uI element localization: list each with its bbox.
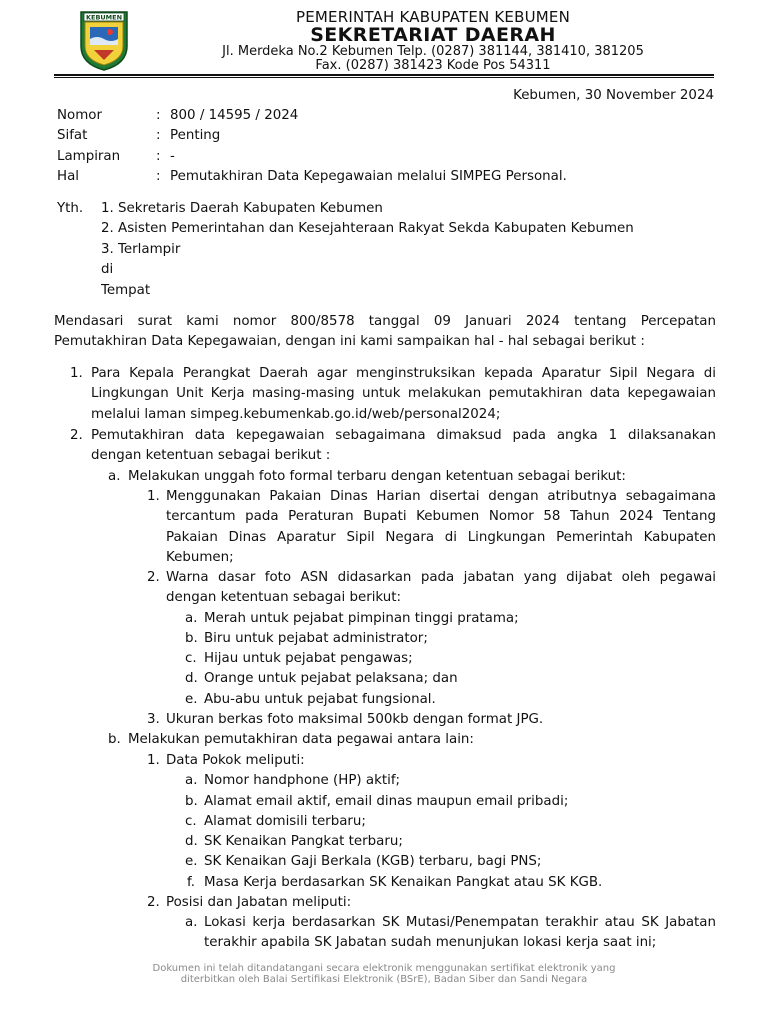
footer-line: Dokumen ini telah ditandatangani secara elektronik menggunakan sertifikat elektronik yang	[152, 963, 616, 974]
addressee-label: Yth.	[57, 201, 84, 216]
color-item-letter: a.	[185, 611, 198, 626]
data-item-letter: f.	[187, 875, 195, 890]
item-a1-line: Kebumen;	[166, 550, 234, 566]
kop-government-name: PEMERINTAH KABUPATEN KEBUMEN	[295, 8, 571, 26]
letter-date: Kebumen, 30 November 2024	[513, 88, 714, 103]
color-item-letter: d.	[185, 671, 198, 686]
addressee-item: 2. Asisten Pemerintahan dan Kesejahteraan Rakyat Sekda Kabupaten Kebumen	[101, 221, 634, 236]
addressee-item: 3. Terlampir	[101, 242, 181, 257]
subpoint-a-letter: a.	[108, 469, 121, 484]
item-a1-line: tercantum pada Peraturan Bupati Kebumen Nomor 58 Tahun 2024 Tentang	[166, 509, 716, 525]
item-a3-number: 3.	[147, 712, 160, 727]
item-a2-line: Warna dasar foto ASN didasarkan pada jabatan yang dijabat oleh pegawai	[166, 570, 716, 585]
meta-label-hal: Hal	[57, 169, 79, 184]
item-a1-number: 1.	[147, 489, 160, 504]
item-a1-line: Pakaian Dinas Aparatur Sipil Negara di Lingkungan Pemerintah Kabupaten	[166, 529, 716, 545]
data-item-letter: c.	[185, 814, 197, 829]
color-item-text: Orange untuk pejabat pelaksana; dan	[204, 671, 458, 686]
item-a2-line: dengan ketentuan sebagai berikut:	[166, 590, 402, 606]
point-1-number: 1.	[70, 366, 83, 381]
item-a1-line: Menggunakan Pakaian Dinas Harian disertai dengan atributnya sebagaimana	[166, 489, 716, 504]
meta-label-sifat: Sifat	[57, 128, 88, 143]
item-b2-number: 2.	[147, 895, 160, 910]
kebumen-coat-of-arms-logo	[78, 8, 130, 72]
point-1-line: Para Kepala Perangkat Daerah agar menginstruksikan kepada Aparatur Sipil Negara di	[91, 366, 716, 381]
data-item-text: Alamat domisili terbaru;	[204, 814, 366, 829]
item-b2-text: Posisi dan Jabatan meliputi:	[166, 895, 352, 910]
data-item-letter: e.	[185, 854, 198, 869]
color-item-text: Abu-abu untuk pejabat fungsional.	[204, 692, 436, 707]
point-1-line: melalui laman simpeg.kebumenkab.go.id/web/personal2024;	[91, 406, 501, 422]
meta-value-sifat: Penting	[170, 128, 221, 143]
point-1-line: Lingkungan Unit Kerja masing-masing untuk melakukan pemutakhiran data kepegawaian	[91, 386, 716, 402]
meta-label-lampiran: Lampiran	[57, 149, 121, 164]
position-item-text	[204, 913, 716, 954]
position-item-line: Lokasi kerja berdasarkan SK Mutasi/Penempatan terakhir atau SK Jabatan	[204, 915, 716, 930]
position-item-letter: a.	[185, 915, 198, 930]
addressee-place: Tempat	[101, 283, 151, 298]
position-item-line: terakhir apabila SK Jabatan sudah menunjukan lokasi kerja saat ini;	[204, 935, 657, 951]
point-1-text	[91, 364, 716, 425]
data-item-text: SK Kenaikan Gaji Berkala (KGB) terbaru, bagi PNS;	[204, 854, 542, 869]
meta-separator: :	[156, 149, 161, 164]
item-a3-text: Ukuran berkas foto maksimal 500kb dengan format JPG.	[166, 712, 544, 727]
color-item-text: Merah untuk pejabat pimpinan tinggi pratama;	[204, 611, 519, 626]
kop-office-name: SEKRETARIAT DAERAH	[310, 24, 556, 46]
color-item-text: Biru untuk pejabat administrator;	[204, 631, 428, 646]
electronic-signature-footer	[100, 963, 668, 985]
data-item-text: Masa Kerja berdasarkan SK Kenaikan Pangkat atau SK KGB.	[204, 875, 603, 890]
data-item-text: Nomor handphone (HP) aktif;	[204, 773, 401, 788]
meta-value-hal: Pemutakhiran Data Kepegawaian melalui SIMPEG Personal.	[170, 169, 567, 184]
item-b1-number: 1.	[147, 753, 160, 768]
point-2-number: 2.	[70, 428, 83, 443]
item-a1-text	[166, 487, 716, 569]
kop-address: Jl. Merdeka No.2 Kebumen Telp. (0287) 381144, 381410, 381205	[222, 44, 644, 59]
footer-line: diterbitkan oleh Balai Sertifikasi Elektronik (BSrE), Badan Siber dan Sandi Negara	[180, 974, 588, 985]
subpoint-b-text: Melakukan pemutakhiran data pegawai antara lain:	[128, 732, 474, 747]
meta-separator: :	[156, 169, 161, 184]
item-b1-text: Data Pokok meliputi:	[166, 753, 305, 768]
color-item-letter: e.	[185, 692, 198, 707]
intro-paragraph	[54, 312, 716, 353]
meta-value-lampiran: -	[170, 149, 175, 164]
color-item-letter: b.	[185, 631, 198, 646]
item-a2-text	[166, 568, 716, 609]
addressee-di: di	[101, 262, 114, 277]
subpoint-a-text: Melakukan unggah foto formal terbaru dengan ketentuan sebagai berikut:	[128, 469, 626, 484]
data-item-text: Alamat email aktif, email dinas maupun email pribadi;	[204, 794, 569, 809]
data-item-letter: d.	[185, 834, 198, 849]
point-2-line: Pemutakhiran data kepegawaian sebagaimana dimaksud pada angka 1 dilaksanakan	[91, 428, 716, 443]
subpoint-b-letter: b.	[108, 732, 121, 747]
kop-fax: Fax. (0287) 381423 Kode Pos 54311	[315, 58, 551, 73]
meta-separator: :	[156, 108, 161, 123]
data-item-letter: a.	[185, 773, 198, 788]
point-2-line: dengan ketentuan sebagai berikut :	[91, 448, 331, 464]
data-item-letter: b.	[185, 794, 198, 809]
intro-line: Pemutakhiran Data Kepegawaian, dengan ini kami sampaikan hal - hal sebagai berikut :	[54, 334, 645, 350]
meta-separator: :	[156, 128, 161, 143]
data-item-text: SK Kenaikan Pangkat terbaru;	[204, 834, 403, 849]
color-item-letter: c.	[185, 651, 197, 666]
addressee-item: 1. Sekretaris Daerah Kabupaten Kebumen	[101, 201, 383, 216]
svg-text:KEBUMEN: KEBUMEN	[85, 13, 123, 22]
letterhead-rule-thick	[54, 74, 714, 76]
item-a2-number: 2.	[147, 570, 160, 585]
intro-line: Mendasari surat kami nomor 800/8578 tanggal 09 Januari 2024 tentang Percepatan	[54, 314, 716, 329]
meta-value-nomor: 800 / 14595 / 2024	[170, 108, 299, 123]
meta-label-nomor: Nomor	[57, 108, 102, 123]
letterhead-rule-thin	[54, 77, 714, 78]
color-item-text: Hijau untuk pejabat pengawas;	[204, 651, 413, 666]
point-2-text	[91, 426, 716, 467]
